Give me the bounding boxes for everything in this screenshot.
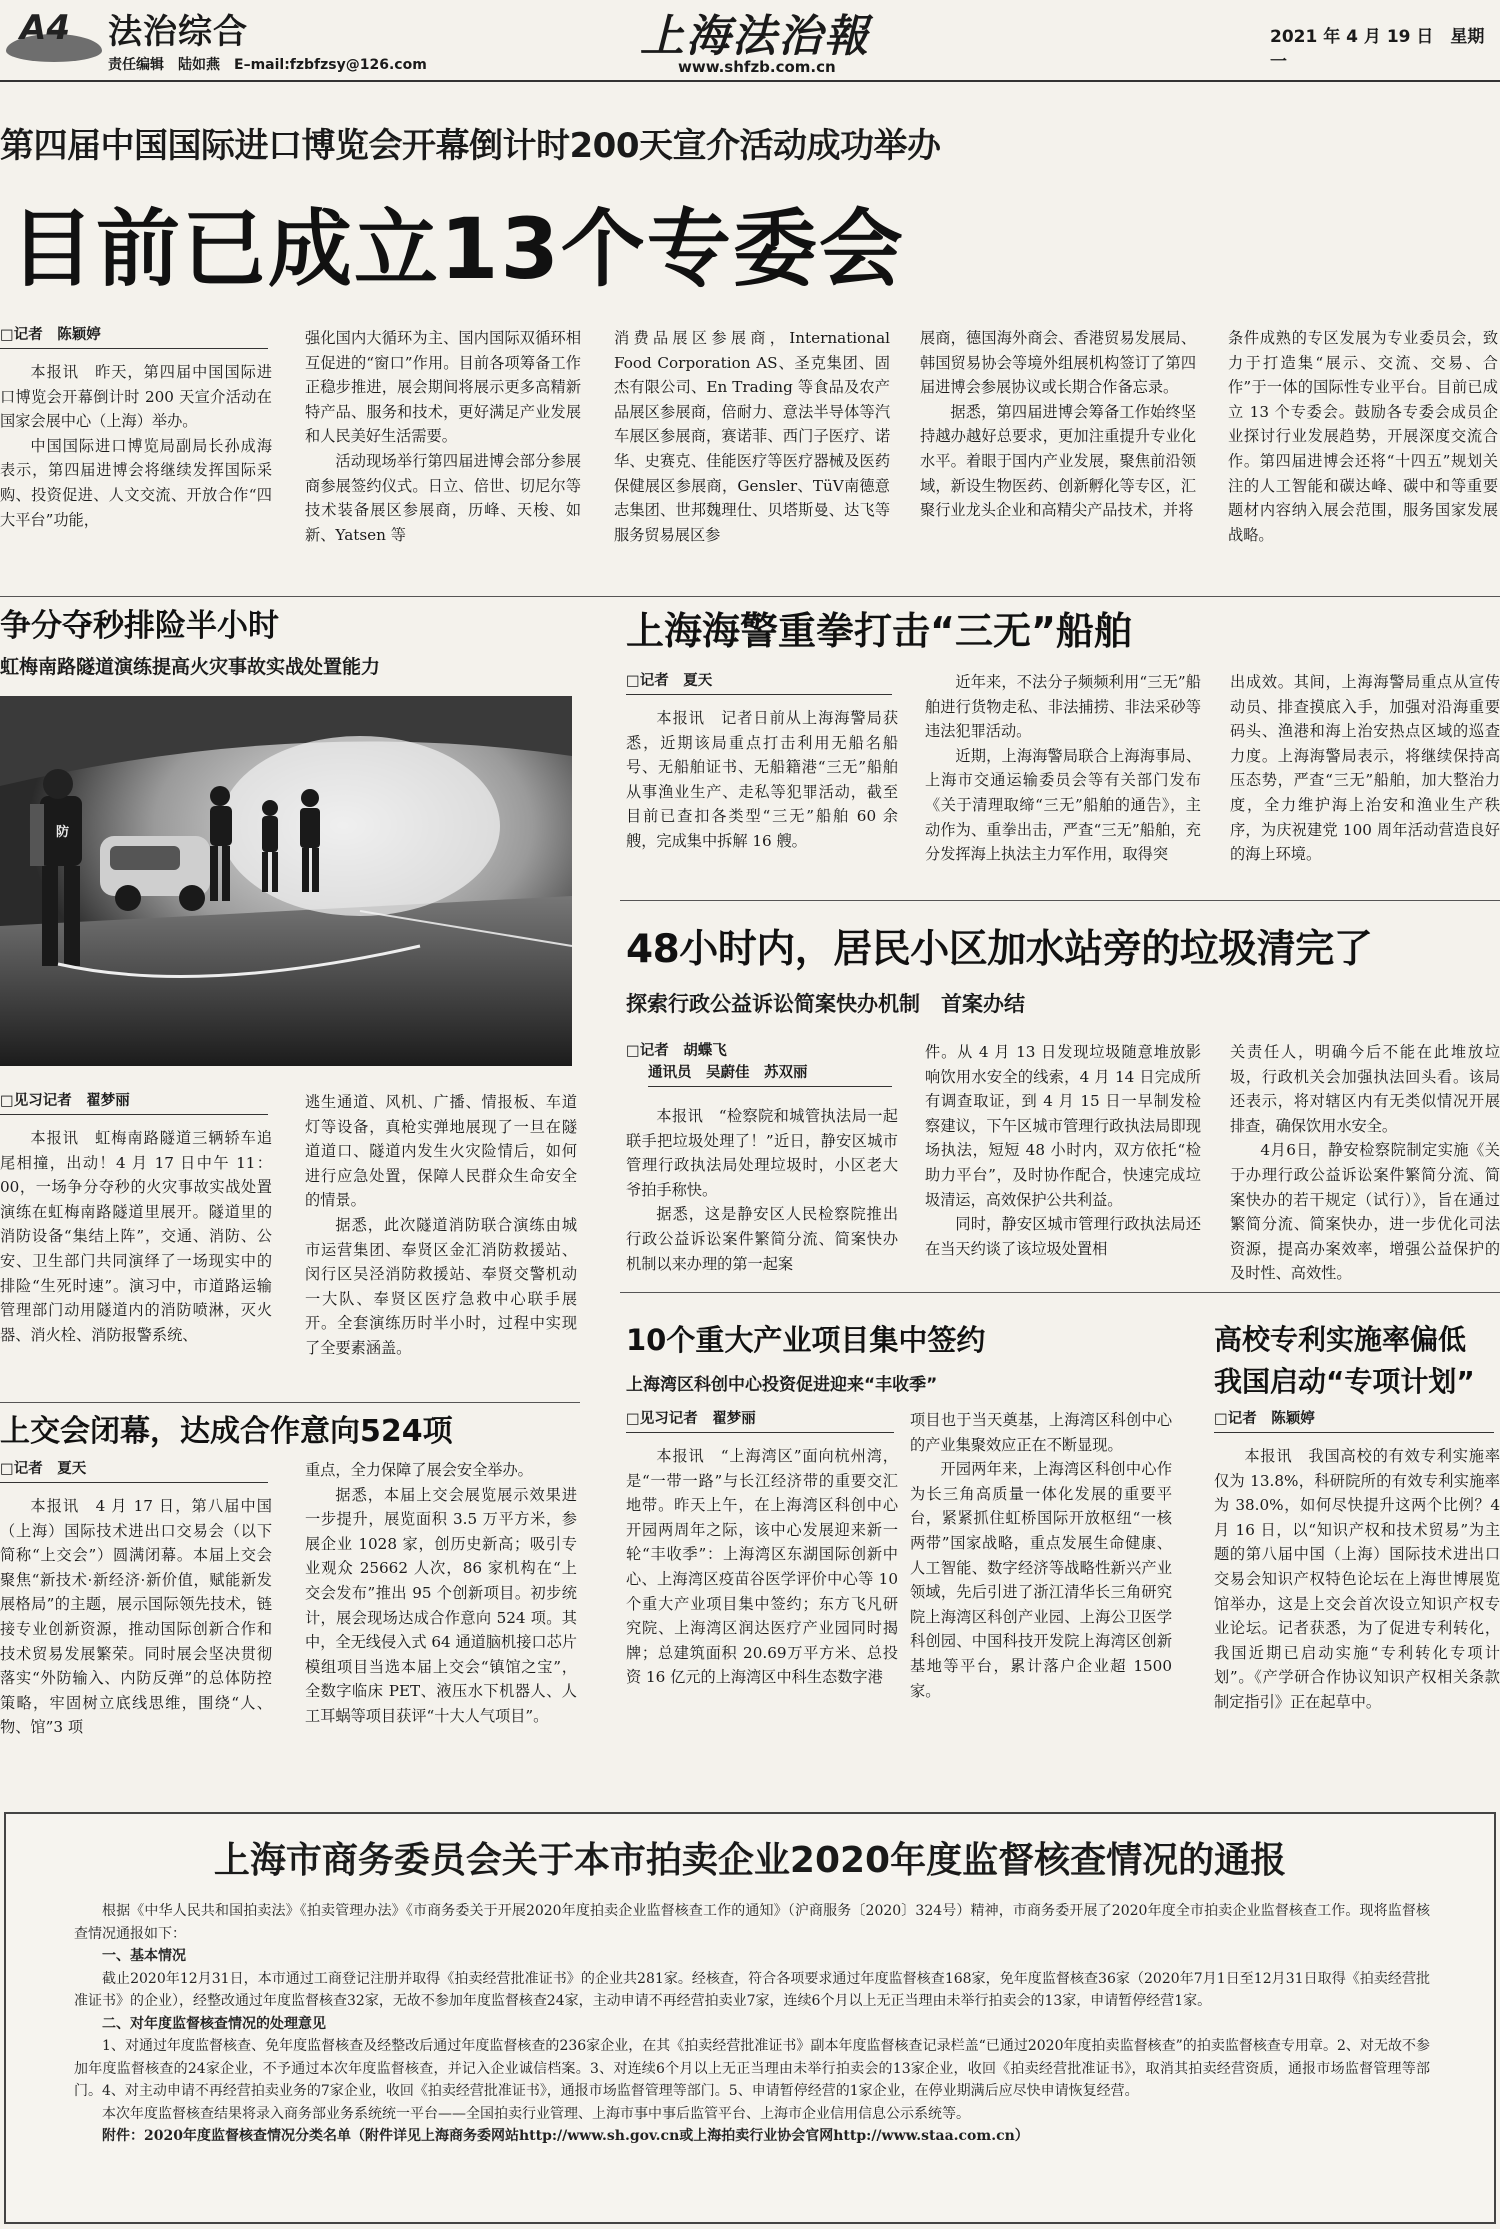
lead-kicker: 第四届中国国际进口博览会开幕倒计时200天宣介活动成功举办	[0, 126, 941, 166]
maritime-byline: □记者 夏天	[626, 670, 892, 695]
paragraph: 强化国内大循环为主、国内国际双循环相互促进的“窗口”作用。目前各项筹备工作正稳步推进，展会期间将展示更多高精新特产品、服务和技术，更好满足产业发展和人民美好生活需要。	[305, 329, 581, 446]
page-number: A4	[20, 8, 70, 48]
waste-title: 48小时内，居民小区加水站旁的垃圾清完了	[626, 927, 1373, 972]
industry-subtitle: 上海湾区科创中心投资促进迎来“丰收季”	[626, 1375, 938, 1395]
notice-paragraph: 截止2020年12月31日，本市通过工商登记注册并取得《拍卖经营批准证书》的企业共281家。经核查，符合各项要求通过年度监督核查168家，免年度监督核查36家（2020年7月1日至12月31日取得《拍卖经营批准证书》的企业），经整改通过年度监督核查32家，无故不参加年度监督核查24家，主动申请不再经营拍卖业7家，连续6个月以上无正当理由未举行拍卖会的13家，申请暂停经营1家。	[74, 1970, 1430, 2009]
lead-col-5	[1228, 326, 1498, 592]
waste-col-1	[626, 1104, 898, 1273]
paragraph: 据悉，此次隧道消防联合演练由城市运营集团、奉贤区金汇消防救援站、闵行区吴泾消防救援站、奉贤交警机动一大队、奉贤区医疗急救中心联手展开。全套演练历时半小时，过程中实现了全要素涵盖。	[305, 1215, 577, 1357]
paragraph: 本报讯 “上海湾区”面向杭州湾，是“一带一路”与长江经济带的重要交汇地带。昨天上午，在上海湾区科创中心开园两周年之际，该中心发展迎来新一轮“丰收季”：上海湾区东湖国际创新中心、上海湾区疫苗谷医学评价中心等 10 个重大产业项目集中签约；东方飞凡研究院、上海湾区润达医疗产业园同时揭牌；总建筑面积 20.69万平方米、总投资 16 亿元的上海湾区中科生态数字港	[626, 1447, 898, 1687]
paragraph: 中国国际进口博览局副局长孙成海表示，第四届进博会将继续发挥国际采购、投资促进、人文交流、开放合作“四大平台”功能，	[0, 436, 272, 529]
paragraph: 4月6日，静安检察院制定实施《关于办理行政公益诉讼案件繁简分流、简案快办的若干规定（试行）》，旨在通过繁简分流、简案快办，进一步优化司法资源，提高办案效率，增强公益保护的及时性、高效性。	[1230, 1141, 1500, 1283]
editor-line: 责任编辑 陆如燕 E–mail:fzbfzsy@126.com	[108, 57, 427, 73]
expo-title: 上交会闭幕，达成合作意向524项	[0, 1414, 453, 1449]
maritime-col-1	[626, 706, 898, 882]
notice-body	[74, 1900, 1430, 2148]
waste-col-3	[1230, 1040, 1500, 1283]
notice-title: 上海市商务委员会关于本市拍卖企业2020年度监督核查情况的通报	[213, 1840, 1287, 1881]
notice-attachment: 附件：2020年度监督核查情况分类名单（附件详见上海商务委网站http://www.sh.gov.cn或上海拍卖行业协会官网http://www.staa.com.cn）	[102, 2128, 1029, 2144]
paragraph: 关责任人，明确今后不能在此堆放垃圾，行政机关会加强执法回头看。该局还表示，将对辖区内有无类似情况开展排查，确保饮用水安全。	[1230, 1043, 1500, 1135]
paragraph: 件。从 4 月 13 日发现垃圾随意堆放影响饮用水安全的线索，4 月 14 日完成所有调查取证，到 4 月 15 日一早制发检察建议，下午区城市管理行政执法局即现场执法，短短 48 小时内，双方依托“检助力平台”，及时协作配合，快速完成垃圾清运，高效保护公共利益。	[925, 1043, 1201, 1209]
industry-byline: □见习记者 翟梦丽	[626, 1408, 894, 1433]
paragraph: 活动现场举行第四届进博会部分参展商参展签约仪式。日立、倍世、切尼尔等技术装备展区参展商，历峰、天梭、如新、Yatsen 等	[305, 451, 581, 544]
tunnel-subtitle: 虹梅南路隧道演练提高火灾事故实战处置能力	[0, 656, 381, 678]
notice-paragraph: 1、对通过年度监督核查、免年度监督核查及经整改后通过年度监督核查的236家企业，在其《拍卖经营批准证书》副本年度监督核查记录栏盖“已通过2020年度拍卖监督核查”的拍卖监督核查专用章。2、对无故不参加年度监督核查的24家企业，不予通过本次年度监督核查，并记入企业诚信档案。3、对连续6个月以上无正当理由未举行拍卖会的13家企业，收回《拍卖经营批准证书》，取消其拍卖经营资质，通报市场监督管理等部门。4、对主动申请不再经营拍卖业务的7家企业，收回《拍卖经营批准证书》，通报市场监督管理等部门。5、申请暂停经营的1家企业，在停业期满后应尽快申请恢复经营。	[74, 2038, 1430, 2099]
lead-byline: □记者 陈颖婷	[0, 324, 268, 349]
paragraph: 条件成熟的专区发展为专业委员会，致力于打造集“展示、交流、交易、合作”于一体的国际性专业平台。目前已成立 13 个专委会。鼓励各专委会成员企业探讨行业发展趋势，开展深度交流合作。第四届进博会还将“十四五”规划关注的人工智能和碳达峰、碳中和等重要题材内容纳入展会范围，服务国家发展战略。	[1228, 329, 1498, 544]
masthead	[0, 0, 1500, 80]
tunnel-byline: □见习记者 翟梦丽	[0, 1090, 268, 1115]
paragraph: 本报讯 4 月 17 日，第八届中国（上海）国际技术进出口交易会（以下简称“上交会”）圆满闭幕。本届上交会聚焦“新技术·新经济·新价值，赋能新发展格局”的主题，展示国际领先技术，链接专业创新资源，推动国际创新合作和技术贸易发展繁荣。同时展会坚决贯彻落实“外防输入、内防反弹”的总体防控策略，牢固树立底线思维，围绕“人、物、馆”3 项	[0, 1497, 272, 1737]
issue-date: 2021 年 4 月 19 日 星期一	[1270, 27, 1485, 72]
maritime-col-2	[925, 670, 1201, 882]
expo-col-1	[0, 1494, 272, 1810]
lead-col-3	[614, 326, 890, 592]
website: www.shfzb.com.cn	[678, 58, 836, 76]
page-number-badge	[6, 8, 102, 62]
notice-paragraph: 本次年度监督核查结果将录入商务部业务系统统一平台——全国拍卖行业管理、上海市事中事后监管平台、上海市企业信用信息公示系统等。	[102, 2105, 970, 2122]
notice-section-heading: 一、基本情况	[102, 1948, 186, 1964]
paragraph: 本报讯 虹梅南路隧道三辆轿车追尾相撞，出动！4 月 17 日中午 11：00，一场争分夺秒的火灾事故实战处置演练在虹梅南路隧道里展开。隧道里的消防设备“集结上阵”，交通、消防、公安、卫生部门共同演绎了一场现实中的排险“生死时速”。演习中，市道路运输管理部门动用隧道内的消防喷淋，灭火器、消火栓、消防报警系统、	[0, 1129, 272, 1344]
tunnel-title: 争分夺秒排险半小时	[0, 608, 279, 644]
paragraph: 展商，德国海外商会、香港贸易发展局、韩国贸易协会等境外组展机构签订了第四届进博会参展协议或长期合作备忘录。	[920, 329, 1196, 397]
maritime-col-3	[1230, 670, 1500, 882]
paragraph: 据悉，这是静安区人民检察院推出行政公益诉讼案件繁简分流、简案快办机制以来办理的第一起案	[626, 1205, 898, 1273]
industry-col-2	[910, 1408, 1172, 1810]
tunnel-col-2	[305, 1090, 577, 1398]
paper-name: 上海法治報	[640, 11, 870, 62]
section-title: 法治综合	[108, 12, 248, 52]
paragraph: 本报讯 昨天，第四届中国国际进口博览会开幕倒计时 200 天宣介活动在国家会展中心（上海）举办。	[0, 363, 272, 431]
lead-col-2	[305, 326, 581, 592]
paragraph: 据悉，第四届进博会筹备工作始终坚持越办越好总要求，更加注重提升专业化水平。着眼于国内产业发展，聚焦前沿领域，新设生物医药、创新孵化等专区，汇聚行业龙头企业和高精尖产品技术，并将	[920, 402, 1196, 520]
firefighting-drill-illustration	[0, 696, 572, 1066]
waste-byline-1: □记者 胡蝶飞	[626, 1043, 727, 1059]
waste-col-2	[925, 1040, 1201, 1266]
paragraph: 出成效。其间，上海海警局重点从宣传动员、排查摸底入手，加强对沿海重要码头、渔港和海上治安热点区域的巡查力度。上海海警局表示，将继续保持高压态势，严查“三无”船舶，加大整治力度，全力维护海上治安和渔业生产秩序，为庆祝建党 100 周年活动营造良好的海上环境。	[1230, 673, 1500, 864]
paragraph: 近年来，不法分子频频利用“三无”船舶进行货物走私、非法捕捞、非法采砂等违法犯罪活动。	[925, 673, 1201, 741]
patent-title-line-2: 我国启动“专项计划”	[1214, 1365, 1475, 1398]
expo-col-2	[305, 1458, 577, 1810]
patent-title-line-1: 高校专利实施率偏低	[1214, 1323, 1467, 1356]
paragraph: 消费品展区参展商，International Food Corporation AS、圣克集团、固杰有限公司、En Trading 等食品及农产品展区参展商，倍耐力、意法半导体等汽车展区参展商，赛诺菲、西门子医疗、诺华、史赛克、佳能医疗等医疗器械及医药保健展区参展商，Gensler、TüV南德意志集团、世邦魏理仕、贝塔斯曼、达飞等服务贸易展区参	[614, 329, 890, 544]
lead-bottom-rule	[0, 596, 1500, 597]
industry-title: 10个重大产业项目集中签约	[626, 1323, 986, 1357]
tunnel-col-1	[0, 1126, 272, 1398]
industry-col-1	[626, 1444, 898, 1810]
expo-byline: □记者 夏天	[0, 1458, 268, 1483]
patent-byline: □记者 陈颖婷	[1214, 1408, 1494, 1433]
photo-vest-label: 防	[56, 825, 70, 840]
paragraph: 同时，静安区城市管理行政执法局还在当天约谈了该垃圾处置相	[925, 1215, 1201, 1258]
paragraph: 据悉，本届上交会展览展示效果进一步提升，展览面积 3.5 万平方米，参展企业 1028 家，创历史新高；吸引专业观众 25662 人次，86 家机构在“上交会发布”推出 95 个创新项目。初步统计，展会现场达成合作意向 524 项。其中，全无线侵入式 64 通道脑机接口芯片模组项目当选本届上交会“镇馆之宝”，全数字临床 PET、液压水下机器人、人工耳蜗等项目获评“十大人气项目”。	[305, 1485, 577, 1725]
tunnel-photo	[0, 696, 572, 1066]
paragraph: 开园两年来，上海湾区科创中心作为长三角高质量一体化发展的重要平台，紧紧抓住虹桥国际开放枢纽“一核两带”国家战略，重点发展生命健康、人工智能、数字经济等战略性新兴产业领域，先后引进了浙江清华长三角研究院上海湾区科创产业园、上海公卫医学科创园、中国科技开发院上海湾区创新基地等平台，累计落户企业超 1500 家。	[910, 1460, 1172, 1700]
paragraph: 重点，全力保障了展会安全举办。	[305, 1461, 533, 1479]
waste-bottom-rule	[620, 1292, 1500, 1293]
notice-box	[4, 1812, 1496, 2224]
waste-subtitle: 探索行政公益诉讼简案快办机制 首案办结	[626, 992, 1025, 1016]
notice-intro: 根据《中华人民共和国拍卖法》《拍卖管理办法》《市商务委关于开展2020年度拍卖企业监督核查工作的通知》（沪商服务〔2020〕324号）精神，市商务委开展了2020年度全市拍卖企业监督核查工作。现将监督核查情况通报如下：	[74, 1903, 1430, 1942]
paragraph: 本报讯 “检察院和城管执法局一起联手把垃圾处理了！”近日，静安区城市管理行政执法局处理垃圾时，小区老大爷拍手称快。	[626, 1107, 898, 1199]
maritime-title: 上海海警重拳打击“三无”船舶	[626, 609, 1132, 653]
paragraph: 逃生通道、风机、广播、情报板、车道灯等设备，真枪实弹地展现了一旦在隧道道口、隧道内发生火灾险情后，如何进行应急处置，保障人民群众生命安全的情景。	[305, 1093, 577, 1210]
notice-section-heading: 二、对年度监督核查情况的处理意见	[102, 2015, 326, 2032]
paragraph: 近期，上海海警局联合上海海事局、上海市交通运输委员会等有关部门发布《关于清理取缔“三无”船舶的通告》，主动作为、重拳出击，严查“三无”船舶，充分发挥海上执法主力军作用，取得突	[925, 746, 1201, 864]
paragraph: 项目也于当天奠基，上海湾区科创中心的产业集聚效应正在不断显现。	[910, 1411, 1172, 1454]
waste-byline-2: 通讯员 吴蔚佳 苏双丽	[648, 1062, 892, 1087]
tunnel-bottom-rule	[0, 1402, 580, 1403]
lead-col-4	[920, 326, 1196, 592]
patent-col-1	[1214, 1444, 1500, 1810]
maritime-bottom-rule	[620, 900, 1500, 901]
lead-col-1	[0, 360, 272, 592]
paragraph: 本报讯 记者日前从上海海警局获悉，近期该局重点打击利用无船名船号、无船舶证书、无船籍港“三无”船舶从事渔业生产、走私等犯罪活动，截至目前已查扣各类型“三无”船舶 60 余艘，完成集中拆解 16 艘。	[626, 709, 898, 850]
paragraph: 本报讯 我国高校的有效专利实施率仅为 13.8%，科研院所的有效专利实施率为 38.0%，如何尽快提升这两个比例？4 月 16 日，以“知识产权和技术贸易”为主题的第八届中国（上海）国际技术进出口交易会知识产权特色论坛在上海世博展览馆举办，这是上交会首次设立知识产权专业论坛。记者获悉，为了促进专利转化，我国近期已启动实施“专利转化专项计划”。《产学研合作协议知识产权相关条款制定指引》正在起草中。	[1214, 1447, 1500, 1711]
lead-title: 目前已成立13个专委会	[10, 200, 905, 298]
masthead-rule	[0, 80, 1500, 82]
